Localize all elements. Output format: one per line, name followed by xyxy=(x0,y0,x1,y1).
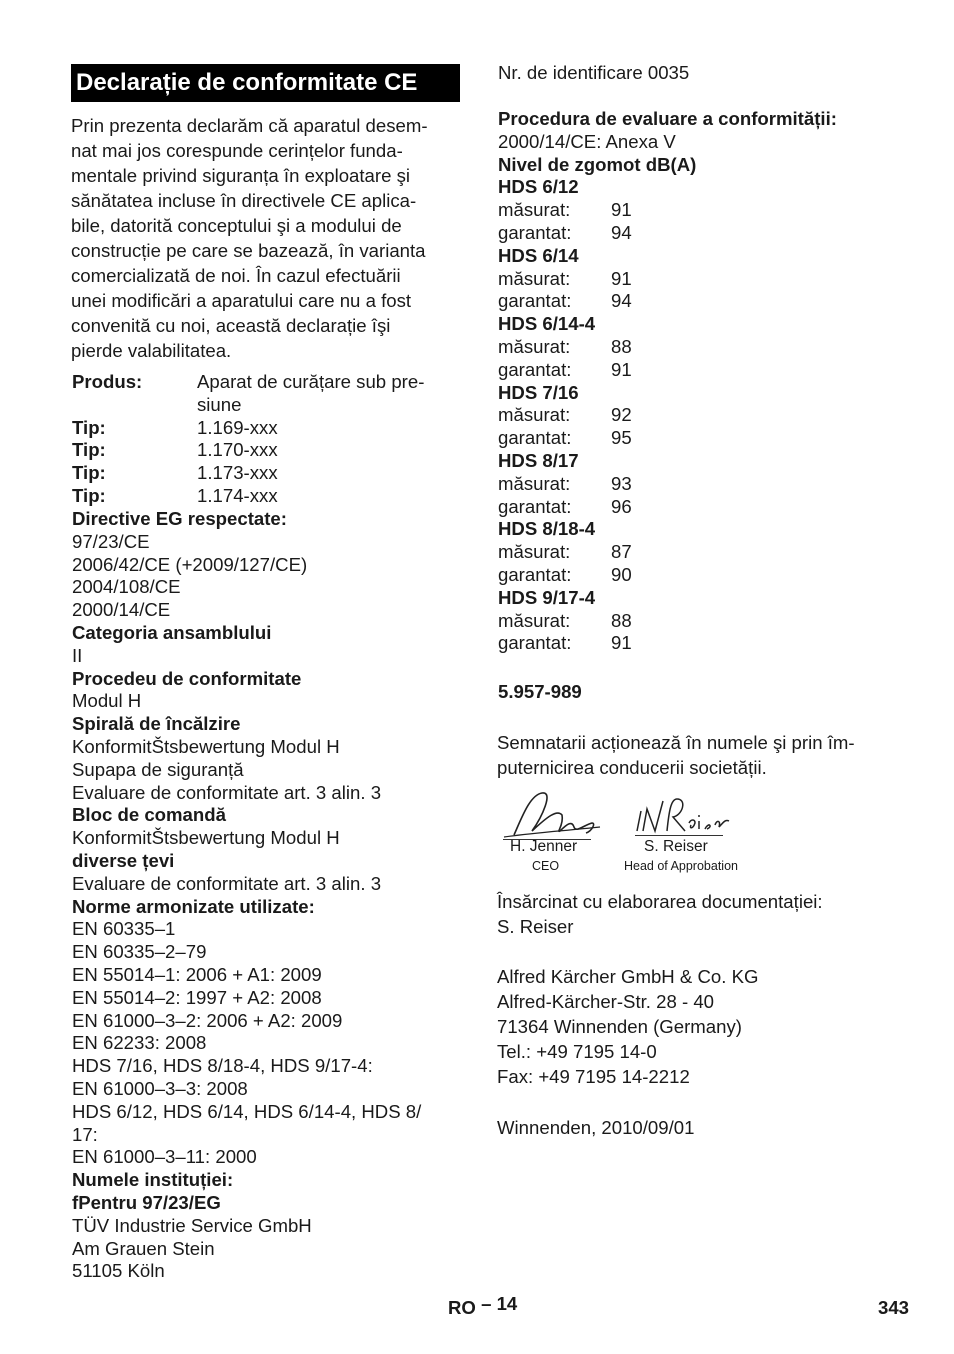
product-value: Aparat de curățare sub pre- xyxy=(197,371,425,392)
noise-label: măsurat: xyxy=(498,404,571,426)
company-address xyxy=(497,964,758,1089)
address-line: Alfred-Kärcher-Str. 28 - 40 xyxy=(497,991,715,1012)
intro-line: nat mai jos corespunde cerințelor funda- xyxy=(71,140,403,161)
address-line: Alfred Kärcher GmbH & Co. KG xyxy=(497,966,759,987)
section-heading: Categoria ansamblului xyxy=(72,621,272,643)
noise-value: 91 xyxy=(611,267,632,289)
guaranteed-row xyxy=(498,222,918,245)
section-text: 2006/42/CE (+2009/127/CE) xyxy=(72,553,308,575)
section-text: 51105 Köln xyxy=(72,1260,165,1282)
signatories-text xyxy=(497,730,855,780)
section-heading: Bloc de comandă xyxy=(72,804,226,826)
section-heading: diverse țevi xyxy=(72,849,175,871)
guaranteed-row xyxy=(498,496,918,519)
documentation-responsible xyxy=(497,889,823,939)
section-text: 97/23/CE xyxy=(72,530,150,552)
product-label: Produs: xyxy=(72,371,143,392)
responsible-name: S. Reiser xyxy=(497,916,574,937)
type-label: Tip: xyxy=(72,484,106,506)
footer-page-label xyxy=(448,1293,518,1319)
model-name: HDS 6/14 xyxy=(498,244,579,266)
noise-label: Nivel de zgomot dB(A) xyxy=(498,153,697,175)
model-name: HDS 9/17-4 xyxy=(498,586,596,608)
section-text: EN 62233: 2008 xyxy=(72,1032,207,1054)
noise-label: măsurat: xyxy=(498,335,571,357)
noise-label: garantat: xyxy=(498,358,572,380)
noise-label: garantat: xyxy=(498,427,572,449)
measured-row xyxy=(498,610,918,633)
type-row xyxy=(72,485,464,508)
signer-name: S. Reiser xyxy=(644,838,708,855)
measured-row xyxy=(498,404,918,427)
section-text: KonformitŠtsbewertung Modul H xyxy=(72,735,340,757)
noise-value: 96 xyxy=(611,495,632,517)
guaranteed-row xyxy=(498,427,918,450)
section-text: Am Grauen Stein xyxy=(72,1237,215,1259)
signatories-line: Semnatarii acționează în numele şi prin îm- xyxy=(497,732,855,753)
measured-row xyxy=(498,541,918,564)
intro-line: convenită cu noi, această declarație îşi xyxy=(71,315,391,336)
intro-line: bile, datorită conceptului şi a modului de xyxy=(71,215,402,236)
noise-value: 90 xyxy=(611,563,632,585)
procedure-label: Procedura de evaluare a conformității: xyxy=(498,108,837,129)
section-heading: Numele instituției: xyxy=(72,1169,234,1191)
model-name: HDS 7/16 xyxy=(498,381,579,403)
noise-value: 95 xyxy=(611,427,632,449)
measured-row xyxy=(498,199,918,222)
section-text: Evaluare de conformitate art. 3 alin. 3 xyxy=(72,781,382,803)
type-value: 1.170-xxx xyxy=(197,439,278,461)
intro-line: Prin prezenta declarăm că aparatul desem- xyxy=(71,115,428,136)
identification-number: Nr. de identificare 0035 xyxy=(498,62,690,83)
guaranteed-row xyxy=(498,632,918,655)
section-text: EN 61000–3–11: 2000 xyxy=(72,1146,257,1168)
noise-label: garantat: xyxy=(498,563,572,585)
noise-value: 87 xyxy=(611,541,632,563)
type-row xyxy=(72,439,464,462)
noise-label: garantat: xyxy=(498,221,572,243)
section-text: EN 55014–2: 1997 + A2: 2008 xyxy=(72,986,322,1008)
section-heading: fPentru 97/23/EG xyxy=(72,1191,221,1213)
section-heading: Spirală de încălzire xyxy=(72,713,241,735)
section-text: 2004/108/CE xyxy=(72,576,181,598)
intro-paragraph xyxy=(71,113,463,363)
directives-list xyxy=(72,508,464,1283)
address-line: Tel.: +49 7195 14-0 xyxy=(497,1041,657,1062)
section-text: KonformitŠtsbewertung Modul H xyxy=(72,827,340,849)
type-label: Tip: xyxy=(72,462,106,484)
product-row-cont xyxy=(72,394,464,417)
section-text: II xyxy=(72,644,83,666)
document-number: 5.957-989 xyxy=(498,681,582,702)
guaranteed-row xyxy=(498,359,918,382)
section-text: 17: xyxy=(72,1123,98,1145)
intro-line: comercializată de noi. În cazul efectuării xyxy=(71,265,401,286)
intro-line: mentale privind siguranța în exploatare şi xyxy=(71,165,411,186)
section-text: Supapa de siguranță xyxy=(72,758,244,780)
model-name: HDS 8/18-4 xyxy=(498,518,596,540)
section-text: HDS 6/12, HDS 6/14, HDS 6/14-4, HDS 8/ xyxy=(72,1100,422,1122)
signature-reiser xyxy=(633,791,733,837)
section-text: Modul H xyxy=(72,690,142,712)
footer-local-page: – 14 xyxy=(481,1293,518,1314)
model-name: HDS 8/17 xyxy=(498,449,579,471)
signatories-line: puternicirea conducerii societății. xyxy=(497,757,767,778)
section-text: Evaluare de conformitate art. 3 alin. 3 xyxy=(72,872,382,894)
section-heading: Procedeu de conformitate xyxy=(72,667,302,689)
noise-value: 91 xyxy=(611,199,632,221)
intro-line: sănătatea incluse în directivele CE aplica- xyxy=(71,190,417,211)
noise-label: garantat: xyxy=(498,632,572,654)
noise-section xyxy=(498,108,918,654)
type-value: 1.174-xxx xyxy=(197,484,278,506)
responsible-label: Însărcinat cu elaborarea documentației: xyxy=(497,891,823,912)
procedure-value: 2000/14/CE: Anexa V xyxy=(498,130,676,152)
type-value: 1.169-xxx xyxy=(197,416,278,438)
section-text: EN 61000–3–3: 2008 xyxy=(72,1077,248,1099)
intro-line: pierde valabilitatea. xyxy=(71,340,232,361)
noise-value: 94 xyxy=(611,221,632,243)
section-text: HDS 7/16, HDS 8/18-4, HDS 9/17-4: xyxy=(72,1055,373,1077)
section-heading: Directive EG respectate: xyxy=(72,508,287,529)
guaranteed-row xyxy=(498,290,918,313)
section-text: EN 60335–2–79 xyxy=(72,941,207,963)
section-text: EN 61000–3–2: 2006 + A2: 2009 xyxy=(72,1009,343,1031)
section-text: TÜV Industrie Service GmbH xyxy=(72,1214,312,1236)
signature-jenner xyxy=(502,787,602,843)
noise-label: măsurat: xyxy=(498,609,571,631)
guaranteed-row xyxy=(498,564,918,587)
type-value: 1.173-xxx xyxy=(197,462,278,484)
noise-label: măsurat: xyxy=(498,267,571,289)
type-label: Tip: xyxy=(72,416,106,438)
address-line: 71364 Winnenden (Germany) xyxy=(497,1016,742,1037)
type-label: Tip: xyxy=(72,439,106,461)
measured-row xyxy=(498,268,918,291)
signer-role: CEO xyxy=(532,859,560,873)
noise-label: măsurat: xyxy=(498,472,571,494)
noise-label: măsurat: xyxy=(498,199,571,221)
signer-role: Head of Approbation xyxy=(624,859,738,873)
noise-label: măsurat: xyxy=(498,541,571,563)
address-line: Fax: +49 7195 14-2212 xyxy=(497,1066,690,1087)
footer-language: RO xyxy=(448,1297,476,1318)
section-text: EN 55014–1: 2006 + A1: 2009 xyxy=(72,963,322,985)
footer-page-number: 343 xyxy=(878,1297,910,1318)
noise-value: 88 xyxy=(611,609,632,631)
product-info xyxy=(72,371,464,508)
noise-value: 92 xyxy=(611,404,632,426)
model-name: HDS 6/14-4 xyxy=(498,313,596,335)
model-name: HDS 6/12 xyxy=(498,176,579,198)
product-value-cont: siune xyxy=(197,393,242,415)
measured-row xyxy=(498,473,918,496)
intro-line: construcție pe care se bazează, în varianta xyxy=(71,240,426,261)
noise-value: 88 xyxy=(611,335,632,357)
noise-label: garantat: xyxy=(498,290,572,312)
measured-row xyxy=(498,336,918,359)
signature-block xyxy=(497,785,767,877)
section-text: 2000/14/CE xyxy=(72,599,171,621)
product-row xyxy=(72,371,464,394)
page-title: Declarație de conformitate CE xyxy=(71,64,460,102)
type-row xyxy=(72,417,464,440)
noise-value: 94 xyxy=(611,290,632,312)
noise-value: 93 xyxy=(611,472,632,494)
section-heading: Norme armonizate utilizate: xyxy=(72,895,315,917)
signer-name: H. Jenner xyxy=(510,838,578,855)
noise-label: garantat: xyxy=(498,495,572,517)
intro-line: unei modificări a aparatului care nu a fost xyxy=(71,290,412,311)
type-row xyxy=(72,462,464,485)
section-text: EN 60335–1 xyxy=(72,918,176,940)
signature-line xyxy=(635,835,723,836)
noise-value: 91 xyxy=(611,358,632,380)
noise-models xyxy=(498,176,918,654)
noise-value: 91 xyxy=(611,632,632,654)
place-date: Winnenden, 2010/09/01 xyxy=(497,1117,695,1138)
